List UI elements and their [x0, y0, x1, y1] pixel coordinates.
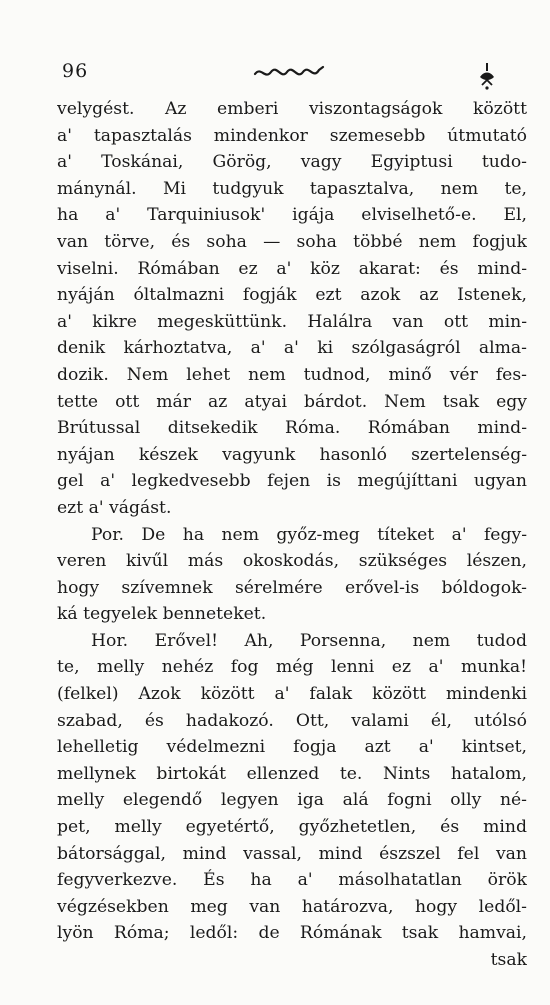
text-line: a' tapasztalás mindenkor szemesebb útmutató: [57, 125, 527, 146]
body-text: [57, 96, 527, 974]
text-line: nyáján óltalmazni fogják ezt azok az Istenek,: [57, 285, 527, 306]
speaker-line-horatius: Hor. Erővel! Ah, Porsenna, nem tudod: [91, 630, 527, 651]
text-line: mellynek birtokát ellenzed te. Nints hatalom,: [57, 763, 527, 784]
text-line: (felkel) Azok között a' falak között mindenki: [57, 684, 527, 705]
text-line: melly elegendő legyen iga alá fogni olly né-: [57, 790, 527, 811]
text-line: a' kikre megesküttünk. Halálra van ott min-: [57, 311, 527, 332]
text-line: ezt a' vágást.: [57, 497, 172, 518]
page-header: [0, 56, 550, 96]
text-line: lyön Róma; ledől: de Rómának tsak hamvai,: [57, 923, 527, 944]
wavy-ornament-icon: [253, 62, 325, 84]
text-line: dozik. Nem lehet nem tudnod, minő vér fes-: [57, 364, 527, 385]
text-line: veren kivűl más okoskodás, szükséges lészen,: [57, 551, 527, 572]
catchword: tsak: [490, 950, 527, 970]
text-line: Brútussal ditsekedik Róma. Rómában mind-: [57, 418, 527, 439]
text-line: denik kárhoztatva, a' a' ki szólgaságról alma-: [57, 338, 527, 359]
text-line: viselni. Rómában ez a' köz akarat: és mind-: [57, 258, 527, 279]
text-line: fegyverkezve. És ha a' másolhatatlan örök: [57, 870, 527, 891]
text-line: végzésekben meg van határozva, hogy ledől-: [57, 896, 527, 917]
text-line: ha a' Tarquiniusok' igája elviselhető-e. El,: [57, 205, 527, 226]
text-line: tette ott már az atyai bárdot. Nem tsak egy: [57, 391, 527, 412]
text-line: lehelletig védelmezni fogja azt a' kintset,: [57, 737, 527, 758]
text-line: ká tegyelek benneteket.: [57, 604, 267, 625]
text-line: te, melly nehéz fog még lenni ez a' munka!: [57, 657, 527, 678]
text-line: hogy szívemnek sérelmére erővel-is bóldogok-: [57, 577, 527, 598]
printer-mark-icon: [478, 61, 496, 91]
text-line: pet, melly egyetértő, győzhetetlen, és mind: [57, 817, 527, 838]
speaker-line-porsenna: Por. De ha nem győz-meg títeket a' fegy-: [91, 524, 527, 545]
page-number: 96: [62, 60, 89, 82]
text-line: gel a' legkedvesebb fejen is megújíttani ugyan: [57, 471, 527, 492]
text-line: van törve, és soha — soha többé nem fogjuk: [57, 231, 527, 252]
text-line: mánynál. Mi tudgyuk tapasztalva, nem te,: [57, 178, 527, 199]
text-line: nyájan készek vagyunk hasonló szertelenség-: [57, 444, 527, 465]
text-line: a' Toskánai, Görög, vagy Egyiptusi tudo-: [57, 152, 527, 173]
text-line: velygést. Az emberi viszontagságok között: [57, 99, 527, 119]
text-line: szabad, és hadakozó. Ott, valami él, utólsó: [57, 710, 527, 731]
text-line: bátorsággal, mind vassal, mind észszel fel van: [57, 843, 527, 864]
